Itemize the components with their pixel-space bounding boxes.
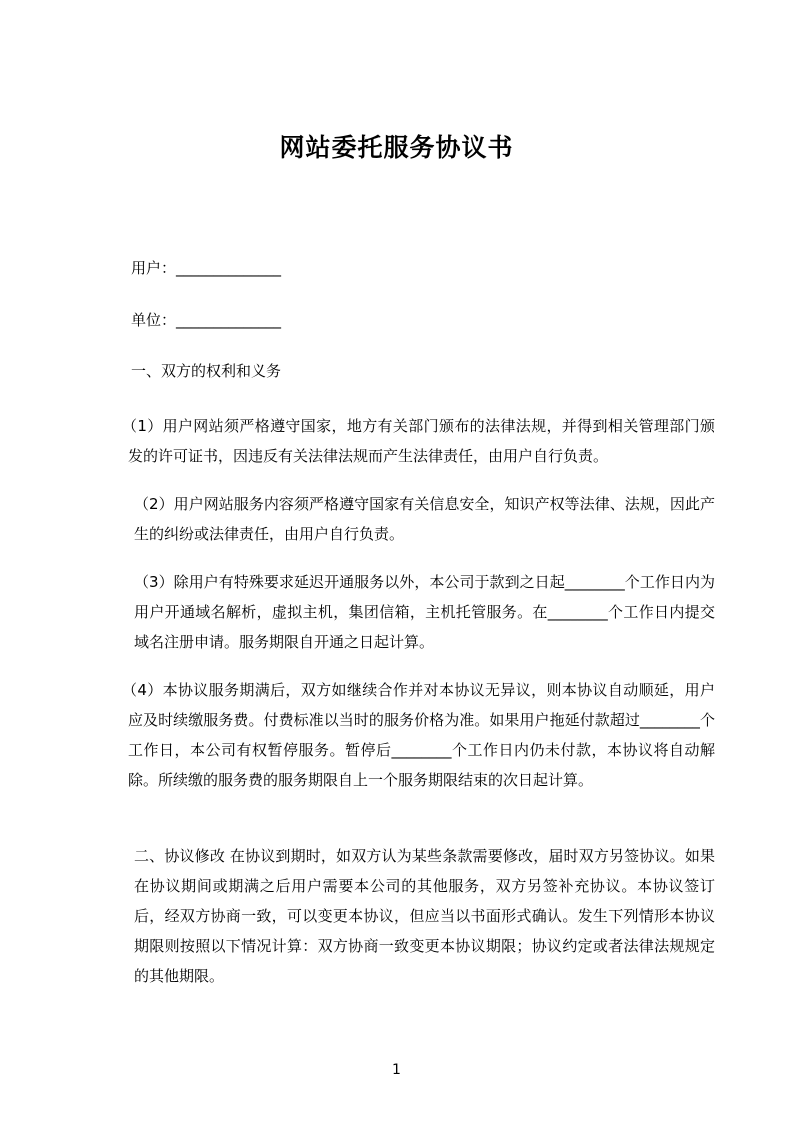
page-title: 网站委托服务协议书 xyxy=(279,133,514,162)
paragraph-3: （3）除用户有特殊要求延迟开通服务以外，本公司于款到之日起________个工作日内为用户开通域名解析，虚拟主机，集团信箱，主机托管服务。在________个工作日内提交域名注册申请。服务期限自开通之日起计算。 xyxy=(134,572,715,651)
section-heading-rights: 一、双方的权利和义务 xyxy=(131,362,282,380)
paragraph-2: （2）用户网站服务内容须严格遵守国家有关信息安全，知识产权等法律、法规，因此产生的纠纷或法律责任，由用户自行负责。 xyxy=(134,494,715,543)
paragraph-section-2: 二、协议修改 在协议到期时，如双方认为某些条款需要修改，届时双方另签协议。如果在协议期间或期满之后用户需要本公司的其他服务，双方另签补充协议。本协议签订后，经双方协商一致，可以变更本协议，但应当以书面形式确认。发生下列情形本协议期限则按照以下情况计算：双方协商一致变更本协议期限；协议约定或者法律法规规定的其他期限。 xyxy=(134,846,715,985)
field-user: 用户：______________ xyxy=(131,259,282,277)
field-company: 单位：______________ xyxy=(131,310,282,329)
document-body xyxy=(0,163,793,991)
paragraph-4: （4）本协议服务期满后，双方如继续合作并对本协议无异议，则本协议自动顺延，用户应及时续缴服务费。付费标准以当时的服务价格为准。如果用户拖延付款超过________个工作日，本公司有权暂停服务。暂停后________个工作日内仍未付款，本协议将自动解除。所续缴的服务费的服务期限自上一个服务期限结束的次日起计算。 xyxy=(122,680,715,789)
page-number: 1 xyxy=(392,1062,401,1078)
paragraph-1: （1）用户网站须严格遵守国家，地方有关部门颁布的法律法规，并得到相关管理部门颁发的许可证书，因违反有关法律法规而产生法律责任，由用户自行负责。 xyxy=(122,416,715,465)
